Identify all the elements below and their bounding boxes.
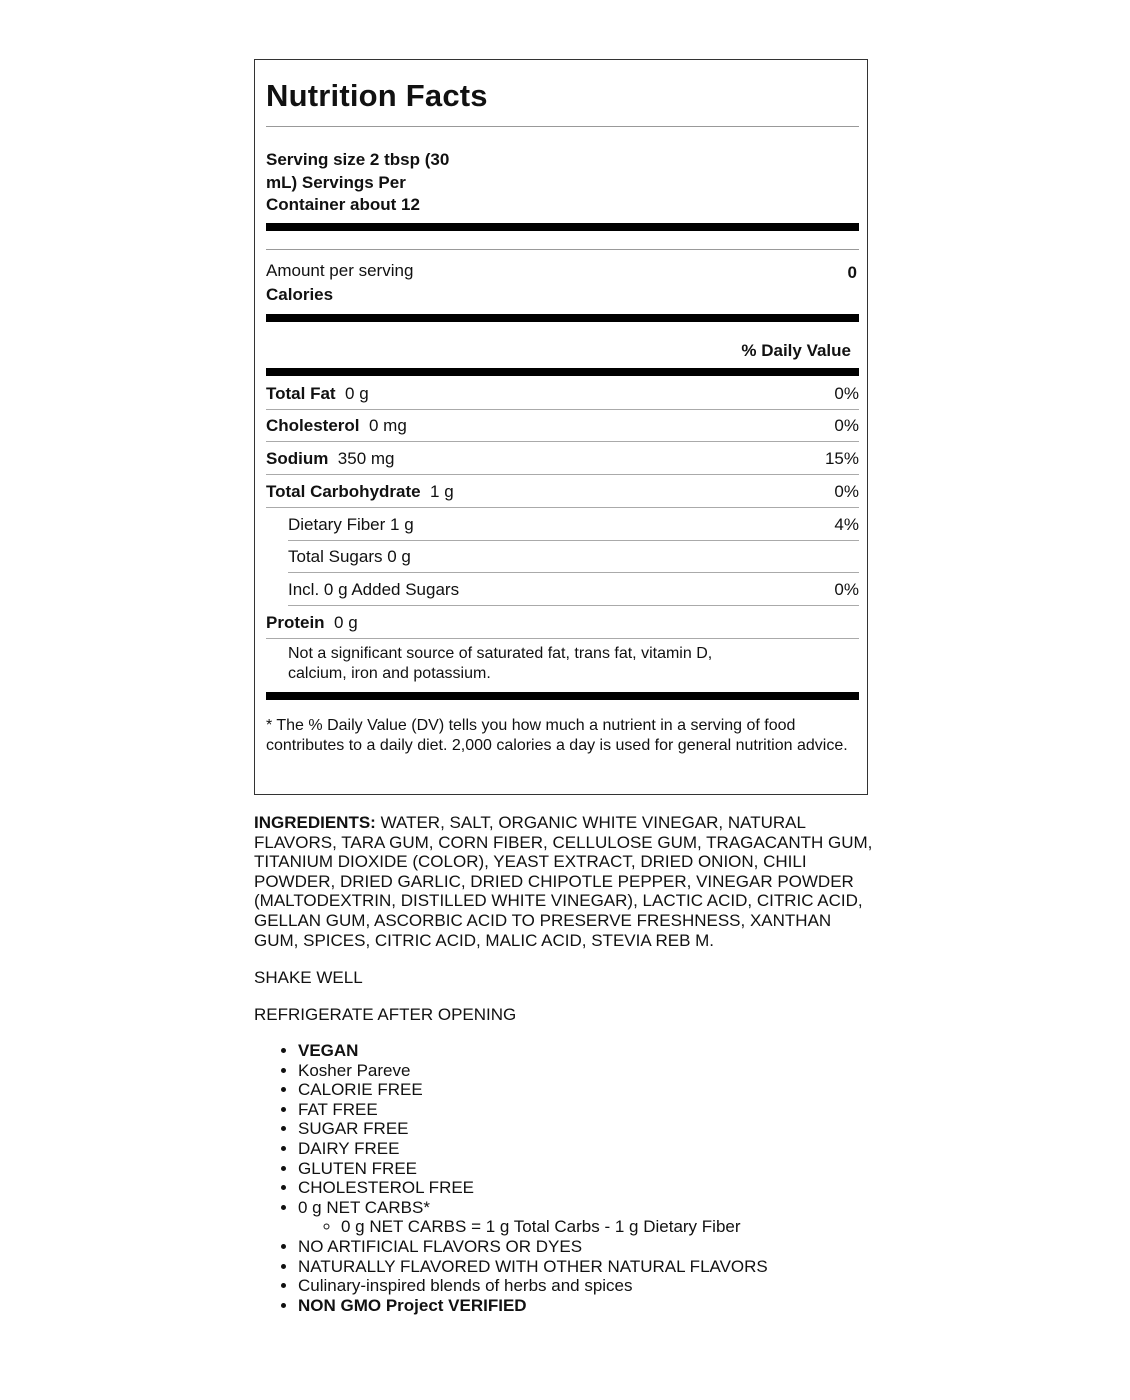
nutrient-amount: Total Sugars 0 g bbox=[288, 547, 411, 566]
serving-info bbox=[266, 149, 486, 217]
claim-item: • CALORIE FREE bbox=[298, 1080, 768, 1100]
claim-item bbox=[298, 1198, 768, 1237]
claim-subitem: ◦ 0 g NET CARBS = 1 g Total Carbs - 1 g Dietary Fiber bbox=[341, 1217, 768, 1237]
nutrient-row bbox=[266, 378, 859, 410]
nutrient-row bbox=[266, 476, 859, 508]
claim-item: • FAT FREE bbox=[298, 1100, 768, 1120]
nutrient-amount: 0 g bbox=[345, 384, 369, 403]
claim-item: • NATURALLY FLAVORED WITH OTHER NATURAL FLAVORS bbox=[298, 1257, 768, 1277]
claims-list bbox=[254, 1041, 768, 1315]
serving-line: mL) Servings Per bbox=[266, 172, 406, 192]
claim-item: • NO ARTIFICIAL FLAVORS OR DYES bbox=[298, 1237, 768, 1257]
divider-thick bbox=[266, 368, 859, 376]
nutrient-subrow bbox=[288, 509, 859, 541]
claim-item: • CHOLESTEROL FREE bbox=[298, 1178, 768, 1198]
nutrient-amount: Incl. 0 g Added Sugars bbox=[288, 580, 460, 599]
ingredients-text bbox=[254, 813, 874, 950]
panel-title: Nutrition Facts bbox=[266, 78, 488, 113]
nutrient-name: Sodium bbox=[266, 449, 329, 468]
claim-item: • SUGAR FREE bbox=[298, 1119, 768, 1139]
claim-item: • VEGAN bbox=[298, 1041, 768, 1061]
serving-line: Serving size 2 tbsp (30 bbox=[266, 150, 450, 169]
divider bbox=[266, 249, 859, 250]
ingredients-list: WATER, SALT, ORGANIC WHITE VINEGAR, NATURAL FLAVORS, TARA GUM, CORN FIBER, CELLULOSE GUM, TRAGACANTH GUM, TITANIUM DIOXIDE (COLOR), YEAST EXTRACT, DRIED ONION, CHILI POWDER, DRIED GARLIC, DRIED CHIPOTLE PEPPER, VINEGAR POWDER (MALTODEXTRIN, DISTILLED WHITE VINEGAR), LACTIC ACID, CITRIC ACID, GELLAN GUM, ASCORBIC ACID TO PRESERVE FRESHNESS, XANTHAN GUM, SPICES, CITRIC ACID, MALIC ACID, STEVIA REB M. bbox=[254, 813, 873, 950]
not-significant-note: Not a significant source of saturated fat, trans fat, vitamin D, calcium, iron and potassium. bbox=[288, 645, 713, 682]
divider bbox=[266, 126, 859, 127]
nutrient-amount: 0 g bbox=[334, 613, 358, 632]
daily-value-header: % Daily Value bbox=[741, 341, 851, 360]
nutrient-dv: 0% bbox=[834, 482, 859, 501]
claim-item: • DAIRY FREE bbox=[298, 1139, 768, 1159]
nutrient-subrow bbox=[288, 574, 859, 606]
nutrient-name: Total Carbohydrate bbox=[266, 482, 421, 501]
nutrient-dv: 0% bbox=[834, 384, 859, 403]
nutrition-facts-panel bbox=[254, 59, 868, 795]
daily-value-footnote: * The % Daily Value (DV) tells you how much a nutrient in a serving of food contributes to a daily diet. 2,000 calories a day is used for general nutrition advice. bbox=[266, 717, 848, 754]
nutrient-amount: 1 g bbox=[430, 482, 454, 501]
claim-item: • GLUTEN FREE bbox=[298, 1159, 768, 1179]
nutrient-row bbox=[266, 607, 859, 639]
claim-item: • Culinary-inspired blends of herbs and spices bbox=[298, 1276, 768, 1296]
calories-value: 0 bbox=[847, 263, 857, 282]
nutrient-dv: 0% bbox=[834, 416, 859, 435]
divider-thick bbox=[266, 223, 859, 231]
refrigerate-text: REFRIGERATE AFTER OPENING bbox=[254, 1005, 517, 1024]
nutrient-dv: 15% bbox=[824, 449, 859, 468]
nutrient-name: Cholesterol bbox=[266, 416, 360, 435]
nutrient-row bbox=[266, 443, 859, 475]
ingredients-heading: INGREDIENTS: bbox=[254, 813, 376, 832]
nutrient-dv: 4% bbox=[834, 515, 859, 534]
serving-line: Container about 12 bbox=[266, 195, 420, 214]
nutrient-dv: 0% bbox=[834, 580, 859, 599]
nutrient-row bbox=[266, 410, 859, 442]
claim-item: • NON GMO Project VERIFIED bbox=[298, 1296, 768, 1316]
claim-text: 0 g NET CARBS* bbox=[298, 1197, 430, 1217]
calories-label: Calories bbox=[266, 285, 334, 304]
nutrient-amount: 350 mg bbox=[337, 449, 395, 468]
divider-thick bbox=[266, 692, 859, 700]
shake-well-text: SHAKE WELL bbox=[254, 968, 363, 987]
nutrient-name: Total Fat bbox=[266, 384, 336, 403]
nutrient-name: Protein bbox=[266, 613, 325, 632]
divider-thick bbox=[266, 314, 859, 322]
amount-per-serving: Amount per serving bbox=[266, 261, 414, 280]
claims-sublist bbox=[298, 1217, 768, 1237]
claim-item: • Kosher Pareve bbox=[298, 1061, 768, 1081]
nutrient-amount: 0 mg bbox=[368, 416, 407, 435]
nutrient-amount: Dietary Fiber 1 g bbox=[288, 515, 414, 534]
nutrient-subrow bbox=[288, 541, 859, 573]
